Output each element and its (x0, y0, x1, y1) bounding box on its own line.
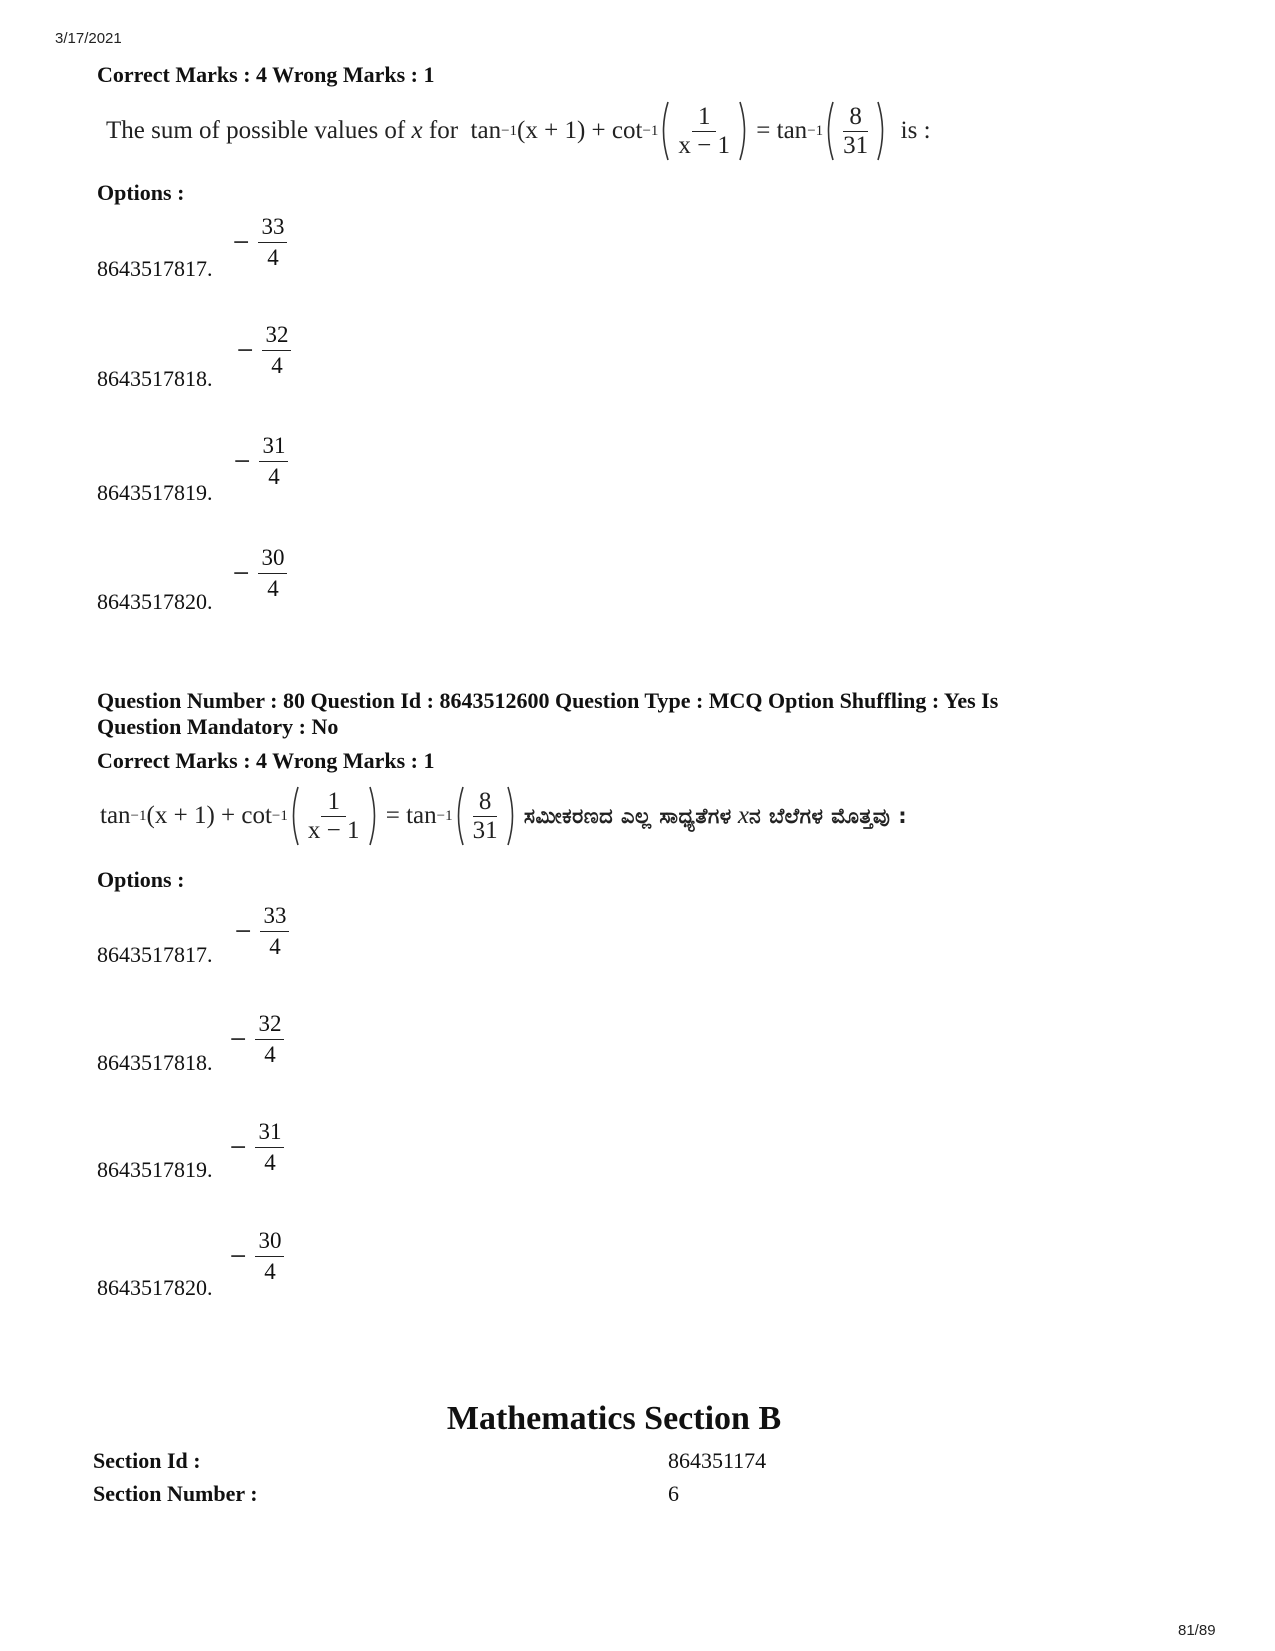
q80-options-label: Options : (97, 867, 185, 892)
q79-fraction-1 (672, 103, 736, 160)
minus-sign: − (232, 230, 251, 255)
left-paren-icon (823, 100, 835, 162)
q80-exp3: −1 (436, 807, 453, 824)
q80-meta-line2: Question Mandatory : No (97, 714, 339, 739)
minus-sign: − (229, 1027, 248, 1052)
minus-sign: − (229, 1244, 248, 1269)
minus-sign: − (232, 561, 251, 586)
section-title: Mathematics Section B (446, 1400, 782, 1437)
q79-question-text (106, 100, 931, 162)
q79-f2-num: 8 (843, 103, 868, 132)
option-fraction (229, 1117, 286, 1178)
q80-exp1: −1 (130, 807, 147, 824)
q80-meta-line1: Question Number : 80 Question Id : 8643512600 Question Type : MCQ Option Shuffling : Yes Is (97, 688, 999, 713)
section-id-value: 864351174 (668, 1448, 767, 1473)
q80-marks: Correct Marks : 4 Wrong Marks : 1 (97, 748, 435, 773)
right-paren-icon (876, 100, 888, 162)
q79-exp1: −1 (501, 122, 518, 139)
option-id: 8643517817. (97, 942, 213, 967)
option-id: 8643517820. (97, 589, 213, 614)
option-den: 4 (268, 464, 280, 489)
option-num: 32 (255, 1009, 284, 1040)
q80-f2-num: 8 (473, 788, 498, 817)
option-den: 4 (264, 1150, 276, 1175)
q79-exp3: −1 (807, 122, 824, 139)
option-den: 4 (264, 1042, 276, 1067)
q79-tan2: tan (776, 117, 808, 144)
right-paren-icon (368, 785, 380, 847)
option-num: 31 (255, 1117, 284, 1148)
option-den: 4 (271, 353, 283, 378)
q80-exp2: −1 (271, 807, 288, 824)
section-number-value: 6 (668, 1481, 679, 1506)
q80-f1-num: 1 (321, 788, 346, 817)
option-num: 31 (259, 431, 288, 462)
option-den: 4 (264, 1259, 276, 1284)
q79-cot: cot (611, 117, 643, 144)
q79-marks: Correct Marks : 4 Wrong Marks : 1 (97, 62, 435, 87)
option-fraction (233, 431, 290, 492)
option-den: 4 (267, 576, 279, 601)
option-fraction (236, 320, 293, 381)
q79-arg1: (x + 1) + (517, 117, 606, 144)
minus-sign: − (234, 919, 253, 944)
option-id: 8643517819. (97, 1157, 213, 1182)
q80-f2-den: 31 (472, 816, 498, 844)
minus-sign: − (233, 449, 252, 474)
minus-sign: − (236, 338, 255, 363)
q80-var-x: x (737, 802, 749, 829)
q80-f1-den: x − 1 (307, 816, 360, 844)
page-number: 81/89 (1178, 1622, 1216, 1639)
option-num: 30 (258, 543, 287, 574)
left-paren-icon (453, 785, 465, 847)
option-den: 4 (269, 934, 281, 959)
q79-var-x: x (411, 117, 423, 144)
option-fraction (229, 1226, 286, 1287)
q80-cot: cot (241, 802, 272, 829)
q80-kannada-text2: ನ ಬೆಲೆಗಳ ಮೊತ್ತವು : (749, 803, 908, 828)
option-fraction (232, 543, 289, 604)
q79-fraction-2 (837, 103, 874, 160)
q79-suffix: is : (900, 117, 931, 144)
left-paren-icon (658, 100, 670, 162)
section-id-label: Section Id : (93, 1448, 201, 1473)
right-paren-icon (506, 785, 518, 847)
section-number-label: Section Number : (93, 1481, 258, 1506)
q79-f1-den: x − 1 (678, 131, 731, 159)
option-num: 32 (262, 320, 291, 351)
q80-equals: = (385, 802, 400, 829)
option-id: 8643517817. (97, 256, 213, 281)
q79-text-prefix: The sum of possible values of (106, 117, 406, 144)
q79-text-for: for (428, 117, 459, 144)
q79-options-label: Options : (97, 180, 185, 205)
right-paren-icon (738, 100, 750, 162)
print-date: 3/17/2021 (55, 30, 122, 47)
q80-arg1: (x + 1) + (146, 802, 236, 829)
option-num: 33 (260, 901, 289, 932)
minus-sign: − (229, 1135, 248, 1160)
option-id: 8643517820. (97, 1275, 213, 1300)
q80-fraction-1 (302, 788, 366, 845)
q79-f2-den: 31 (843, 131, 869, 159)
option-id: 8643517819. (97, 480, 213, 505)
left-paren-icon (288, 785, 300, 847)
q80-tan2: tan (406, 802, 437, 829)
option-num: 33 (258, 212, 287, 243)
option-fraction (234, 901, 291, 962)
q80-kannada-text: ಸಮೀಕರಣದ ಎಲ್ಲ ಸಾಧ್ಯತೆಗಳ (523, 803, 732, 828)
option-num: 30 (255, 1226, 284, 1257)
q79-exp2: −1 (642, 122, 659, 139)
option-den: 4 (267, 245, 279, 270)
q80-tan1: tan (100, 802, 131, 829)
option-fraction (232, 212, 289, 273)
q80-meta (97, 688, 998, 740)
q79-equals: = (756, 117, 771, 144)
q79-f1-num: 1 (692, 103, 717, 132)
option-id: 8643517818. (97, 1050, 213, 1075)
q79-tan1: tan (470, 117, 502, 144)
q80-fraction-2 (467, 788, 504, 845)
option-id: 8643517818. (97, 366, 213, 391)
q80-question-text (100, 785, 907, 847)
option-fraction (229, 1009, 286, 1070)
